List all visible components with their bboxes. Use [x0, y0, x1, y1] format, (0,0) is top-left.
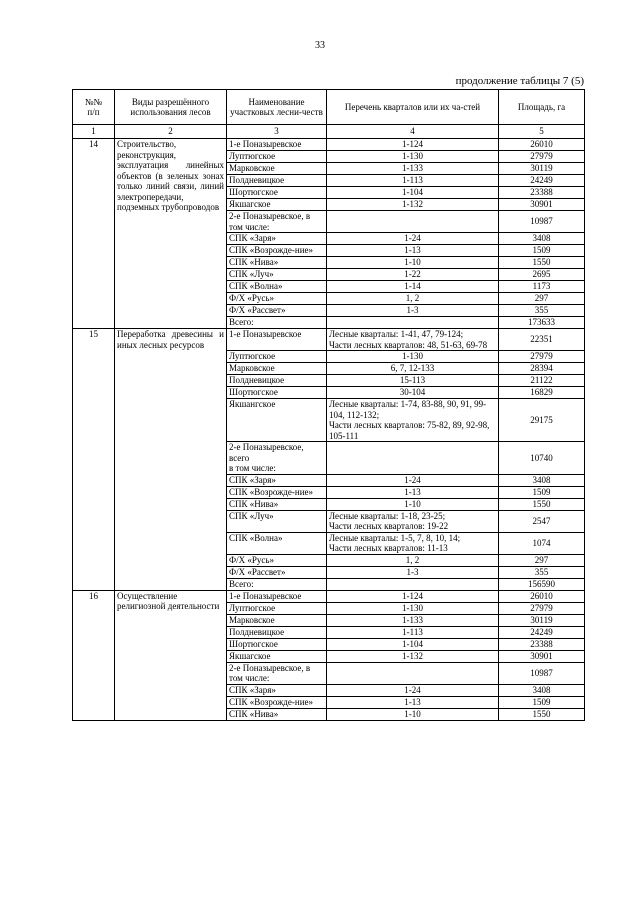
forestry-name: СПК «Возрожде-ние» [227, 486, 327, 498]
forestry-name: Полдневицкое [227, 375, 327, 387]
area-value: 1550 [499, 498, 585, 510]
page-number: 33 [315, 40, 325, 51]
area-value: 30119 [499, 163, 585, 175]
row-number: 14 [73, 139, 115, 329]
area-value: 27979 [499, 602, 585, 614]
area-value: 3408 [499, 684, 585, 696]
table-body [73, 139, 585, 721]
quarters-list: 1, 2 [327, 293, 499, 305]
quarters-list: Лесные кварталы: 1-41, 47, 79-124; Части лесных кварталов: 48, 51-63, 69-78 [327, 329, 499, 351]
forest-use-table [72, 89, 585, 721]
column-number: 2 [115, 125, 227, 139]
quarters-list: 1-133 [327, 163, 499, 175]
column-number: 3 [227, 125, 327, 139]
use-type: Строительство, реконструкция, эксплуатация линейных объектов (в зеленых зонах только линий связи, линий электропередачи, подземных трубопроводов [115, 139, 227, 329]
forestry-name: СПК «Нива» [227, 257, 327, 269]
header-number: №№ п/п [73, 90, 115, 125]
area-value: 26010 [499, 590, 585, 602]
forestry-name: СПК «Луч» [227, 510, 327, 532]
header-area: Площадь, га [499, 90, 585, 125]
area-value: 26010 [499, 139, 585, 151]
forestry-name: Ф/Х «Рассвет» [227, 566, 327, 578]
forestry-name: Шортюгское [227, 387, 327, 399]
area-value: 1173 [499, 281, 585, 293]
forestry-name: Якшагское [227, 199, 327, 211]
quarters-list: 1-104 [327, 187, 499, 199]
quarters-list: 1, 2 [327, 554, 499, 566]
use-type: Осуществление религиозной деятельности [115, 590, 227, 720]
quarters-list: 1-13 [327, 245, 499, 257]
area-value: 1509 [499, 245, 585, 257]
column-number: 5 [499, 125, 585, 139]
area-value: 21122 [499, 375, 585, 387]
area-value: 28394 [499, 363, 585, 375]
forestry-name: Ф/Х «Русь» [227, 554, 327, 566]
area-value: 173633 [499, 317, 585, 329]
quarters-list: 1-24 [327, 684, 499, 696]
quarters-list [327, 442, 499, 475]
table-row [73, 590, 585, 602]
area-value: 1550 [499, 257, 585, 269]
forestry-name: Полдневицкое [227, 626, 327, 638]
forestry-name: СПК «Нива» [227, 498, 327, 510]
table-continuation-caption: продолжение таблицы 7 (5) [455, 75, 584, 87]
forestry-name: 1-е Поназыревское [227, 590, 327, 602]
area-value: 1509 [499, 696, 585, 708]
area-value: 29175 [499, 399, 585, 442]
quarters-list: 1-13 [327, 486, 499, 498]
forestry-name: СПК «Заря» [227, 474, 327, 486]
quarters-list [327, 578, 499, 590]
forestry-name: Луптюгское [227, 151, 327, 163]
forestry-name: 2-е Поназыревское, в том числе: [227, 662, 327, 684]
quarters-list: 1-10 [327, 498, 499, 510]
header-forestry-name: Наименование участковых лесни-честв [227, 90, 327, 125]
row-number: 15 [73, 329, 115, 591]
table-row [73, 329, 585, 351]
forestry-name: СПК «Волна» [227, 532, 327, 554]
quarters-list: 1-130 [327, 602, 499, 614]
forestry-name: Ф/Х «Рассвет» [227, 305, 327, 317]
forestry-name: Всего: [227, 578, 327, 590]
quarters-list: 1-10 [327, 257, 499, 269]
forestry-name: 1-е Поназыревское [227, 329, 327, 351]
quarters-list [327, 211, 499, 233]
forestry-name: СПК «Нива» [227, 708, 327, 720]
quarters-list: Лесные кварталы: 1-5, 7, 8, 10, 14; Части лесных кварталов: 11-13 [327, 532, 499, 554]
area-value: 1509 [499, 486, 585, 498]
area-value: 297 [499, 554, 585, 566]
forestry-name: 2-е Поназыревское, всего в том числе: [227, 442, 327, 475]
column-number: 1 [73, 125, 115, 139]
forestry-name: Марковское [227, 363, 327, 375]
area-value: 10987 [499, 211, 585, 233]
header-quarters: Перечень кварталов или их ча-стей [327, 90, 499, 125]
quarters-list: 1-3 [327, 305, 499, 317]
area-value: 3408 [499, 233, 585, 245]
quarters-list: 1-3 [327, 566, 499, 578]
header-use-type: Виды разрешённого использования лесов [115, 90, 227, 125]
forestry-name: СПК «Возрожде-ние» [227, 245, 327, 257]
forestry-name: 1-е Поназыревское [227, 139, 327, 151]
forestry-name: Якшангское [227, 399, 327, 442]
forestry-name: Шортюгское [227, 187, 327, 199]
forestry-name: СПК «Возрожде-ние» [227, 696, 327, 708]
quarters-list: 1-10 [327, 708, 499, 720]
forestry-name: СПК «Волна» [227, 281, 327, 293]
quarters-list: 1-113 [327, 175, 499, 187]
quarters-list: 1-124 [327, 590, 499, 602]
quarters-list: 6, 7, 12-133 [327, 363, 499, 375]
area-value: 3408 [499, 474, 585, 486]
area-value: 30901 [499, 650, 585, 662]
row-number: 16 [73, 590, 115, 720]
forestry-name: Якшагское [227, 650, 327, 662]
quarters-list: Лесные кварталы: 1-74, 83-88, 90, 91, 99-104, 112-132; Части лесных кварталов: 75-82, 89, 92-98, 105-111 [327, 399, 499, 442]
forestry-name: Марковское [227, 163, 327, 175]
area-value: 23388 [499, 187, 585, 199]
quarters-list: 1-133 [327, 614, 499, 626]
forestry-name: Луптюгское [227, 351, 327, 363]
quarters-list: 1-130 [327, 151, 499, 163]
quarters-list: 1-104 [327, 638, 499, 650]
area-value: 24249 [499, 626, 585, 638]
forestry-name: Шортюгское [227, 638, 327, 650]
column-numbering-row [73, 125, 585, 139]
quarters-list: 1-130 [327, 351, 499, 363]
column-number: 4 [327, 125, 499, 139]
table-row [73, 139, 585, 151]
area-value: 1074 [499, 532, 585, 554]
forestry-name: Всего: [227, 317, 327, 329]
area-value: 27979 [499, 151, 585, 163]
use-type: Переработка древесины и иных лесных ресурсов [115, 329, 227, 591]
forestry-name: Ф/Х «Русь» [227, 293, 327, 305]
quarters-list: 1-24 [327, 233, 499, 245]
quarters-list: 1-113 [327, 626, 499, 638]
area-value: 10740 [499, 442, 585, 475]
forestry-name: СПК «Луч» [227, 269, 327, 281]
forestry-name: Марковское [227, 614, 327, 626]
area-value: 297 [499, 293, 585, 305]
forestry-name: СПК «Заря» [227, 684, 327, 696]
quarters-list [327, 317, 499, 329]
area-value: 22351 [499, 329, 585, 351]
forestry-name: Полдневицкое [227, 175, 327, 187]
quarters-list: 1-124 [327, 139, 499, 151]
area-value: 10987 [499, 662, 585, 684]
area-value: 24249 [499, 175, 585, 187]
forestry-name: Луптюгское [227, 602, 327, 614]
quarters-list: Лесные кварталы: 1-18, 23-25; Части лесных кварталов: 19-22 [327, 510, 499, 532]
quarters-list: 1-132 [327, 650, 499, 662]
quarters-list: 1-24 [327, 474, 499, 486]
area-value: 27979 [499, 351, 585, 363]
area-value: 30119 [499, 614, 585, 626]
area-value: 355 [499, 566, 585, 578]
quarters-list: 30-104 [327, 387, 499, 399]
area-value: 2695 [499, 269, 585, 281]
forestry-name: СПК «Заря» [227, 233, 327, 245]
quarters-list: 1-22 [327, 269, 499, 281]
table-header-row [73, 90, 585, 125]
quarters-list: 15-113 [327, 375, 499, 387]
quarters-list [327, 662, 499, 684]
area-value: 156590 [499, 578, 585, 590]
area-value: 16829 [499, 387, 585, 399]
quarters-list: 1-14 [327, 281, 499, 293]
area-value: 30901 [499, 199, 585, 211]
area-value: 23388 [499, 638, 585, 650]
area-value: 355 [499, 305, 585, 317]
forestry-name: 2-е Поназыревское, в том числе: [227, 211, 327, 233]
quarters-list: 1-132 [327, 199, 499, 211]
area-value: 2547 [499, 510, 585, 532]
area-value: 1550 [499, 708, 585, 720]
quarters-list: 1-13 [327, 696, 499, 708]
